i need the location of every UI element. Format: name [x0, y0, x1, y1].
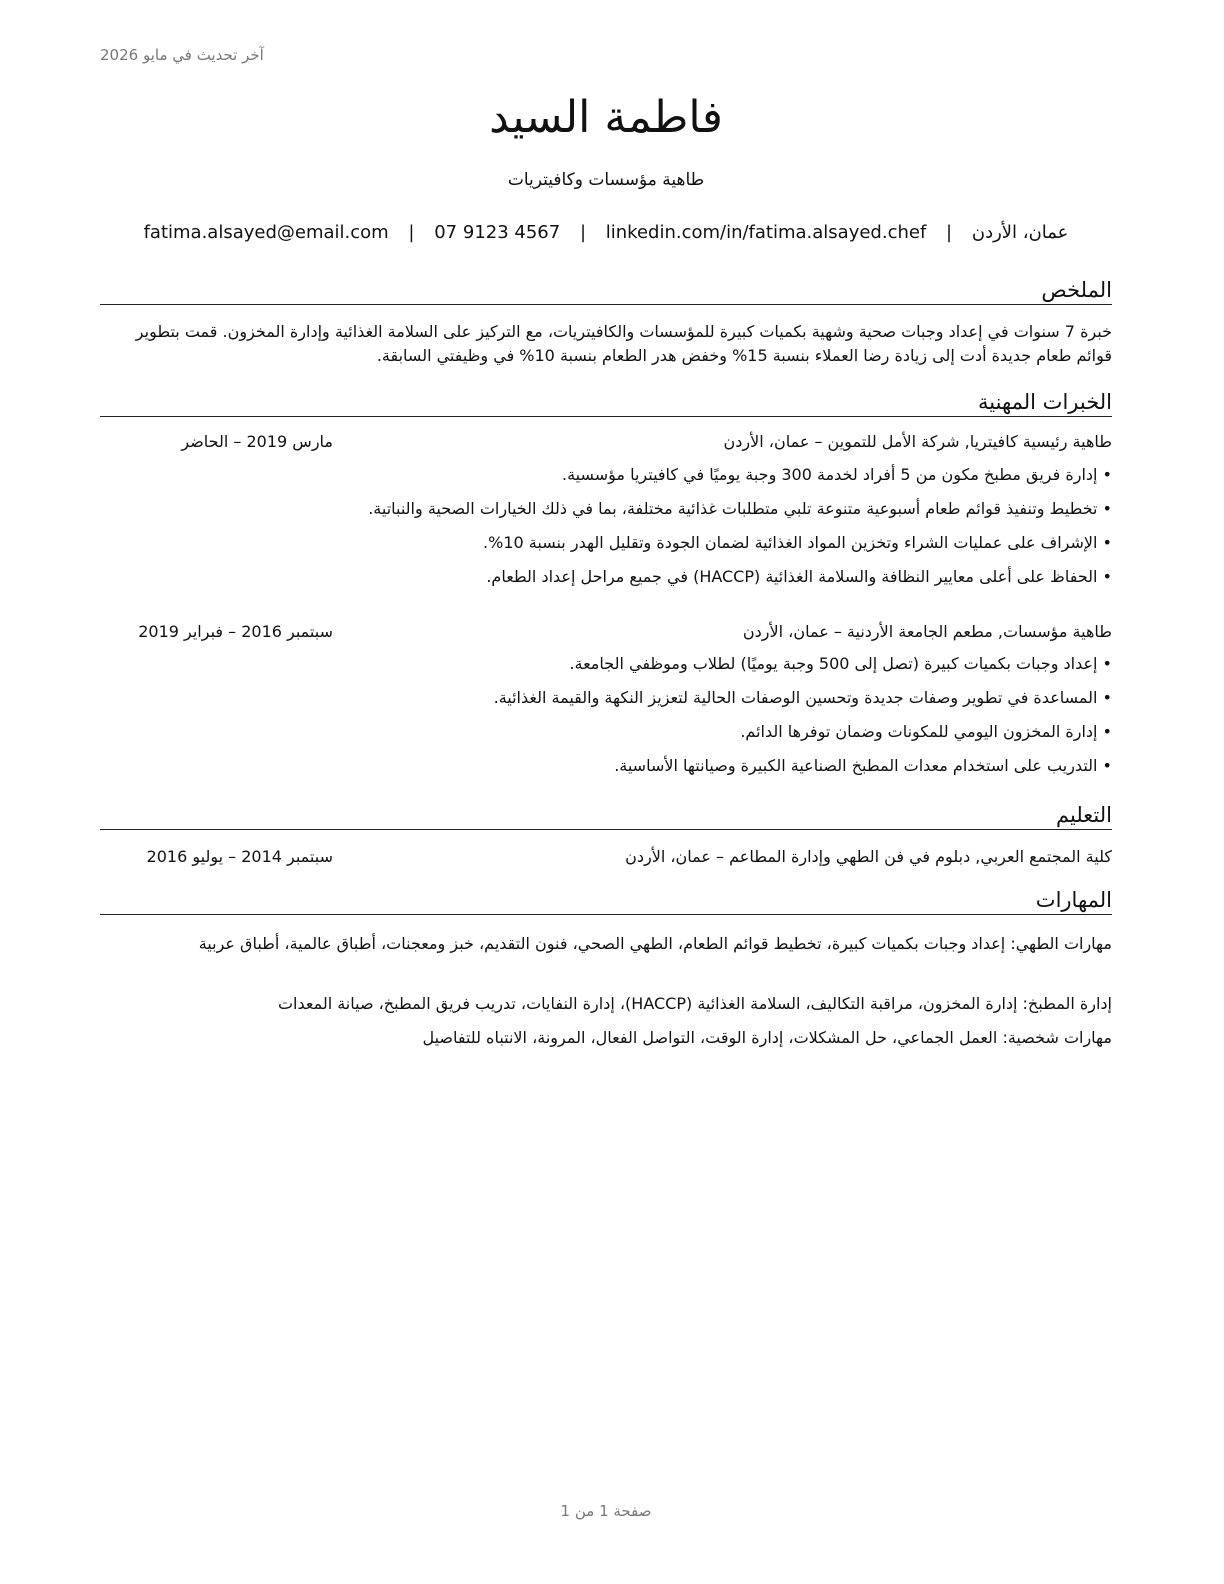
summary-heading: الملخص: [100, 276, 1112, 305]
experience-heading: الخبرات المهنية: [100, 388, 1112, 417]
job-header: [100, 432, 1112, 456]
job-role: طاهية رئيسية كافيتريا, شركة الأمل للتموين – عمان، الأردن: [723, 432, 1112, 451]
job-role: طاهية مؤسسات, مطعم الجامعة الأردنية – عمان، الأردن: [742, 622, 1112, 641]
skills-heading: المهارات: [100, 886, 1112, 915]
job-bullet: • إعداد وجبات بكميات كبيرة (تصل إلى 500 وجبة يوميًا) لطلاب وموظفي الجامعة.: [100, 653, 1112, 687]
education-entry: كلية المجتمع العربي, دبلوم في فن الطهي وإدارة المطاعم – عمان، الأردن: [625, 847, 1112, 866]
job-bullet: • التدريب على استخدام معدات المطبخ الصناعية الكبيرة وصيانتها الأساسية.: [100, 755, 1112, 789]
contact-location: عمان، الأردن: [971, 222, 1069, 243]
contact-linkedin[interactable]: linkedin.com/in/fatima.alsayed.chef: [605, 222, 927, 243]
job-bullet: • تخطيط وتنفيذ قوائم طعام أسبوعية متنوعة تلبي متطلبات غذائية مختلفة، بما في ذلك الخيارات الصحية والنباتية.: [100, 498, 1112, 532]
job-header: [100, 622, 1112, 646]
candidate-title: طاهية مؤسسات وكافيتريات: [507, 170, 705, 190]
skills-line: مهارات الطهي: إعداد وجبات بكميات كبيرة، تخطيط قوائم الطعام، الطهي الصحي، فنون التقديم، خبز ومعجنات، أطباق عالمية، أطباق عربية: [198, 934, 1112, 953]
education-heading: التعليم: [100, 801, 1112, 830]
job-bullets: [100, 653, 1112, 789]
job-bullet: • الإشراف على عمليات الشراء وتخزين المواد الغذائية لضمان الجودة وتقليل الهدر بنسبة 10%.: [100, 532, 1112, 566]
summary-text: خبرة 7 سنوات في إعداد وجبات صحية وشهية بكميات كبيرة للمؤسسات والكافيتريات، مع التركيز على السلامة الغذائية وإدارة المخزون. قمت بتطوير قوائم طعام جديدة أدت إلى زيادة رضا العملاء بنسبة 15% وخفض هدر الطعام بنسبة 10% في وظيفتي السابقة.: [135, 322, 1112, 365]
contact-email[interactable]: fatima.alsayed@email.com: [143, 222, 389, 243]
resume-page: [100, 0, 1112, 1584]
job-bullet: • إدارة المخزون اليومي للمكونات وضمان توفرها الدائم.: [100, 721, 1112, 755]
candidate-name: فاطمة السيد: [489, 92, 723, 143]
education-dates: سبتمبر 2014 – يوليو 2016: [146, 847, 333, 866]
education-entry-row: [100, 847, 1112, 871]
skills-line: إدارة المطبخ: إدارة المخزون، مراقبة التكاليف، السلامة الغذائية (HACCP)، إدارة النفايات، تدريب فريق المطبخ، صيانة المعدات: [277, 994, 1112, 1013]
job-dates: مارس 2019 – الحاضر: [181, 432, 333, 451]
last-updated: آخر تحديث في مايو 2026: [100, 46, 264, 64]
contact-line: [100, 222, 1112, 243]
job-bullets: [100, 464, 1112, 600]
job-dates: سبتمبر 2016 – فبراير 2019: [138, 622, 333, 641]
contact-separator: |: [408, 222, 415, 243]
job-bullet: • المساعدة في تطوير وصفات جديدة وتحسين الوصفات الحالية لتعزيز النكهة والقيمة الغذائية.: [100, 687, 1112, 721]
page-number: صفحة 1 من 1: [560, 1502, 652, 1520]
job-bullet: • إدارة فريق مطبخ مكون من 5 أفراد لخدمة 300 وجبة يوميًا في كافيتريا مؤسسية.: [100, 464, 1112, 498]
contact-separator: |: [579, 222, 587, 243]
skills-line: مهارات شخصية: العمل الجماعي، حل المشكلات، إدارة الوقت، التواصل الفعال، المرونة، الانتباه للتفاصيل: [422, 1028, 1112, 1047]
contact-phone[interactable]: 07 9123 4567: [434, 222, 561, 243]
job-bullet: • الحفاظ على أعلى معايير النظافة والسلامة الغذائية (HACCP) في جميع مراحل إعداد الطعام.: [100, 566, 1112, 600]
contact-separator: |: [946, 222, 953, 243]
